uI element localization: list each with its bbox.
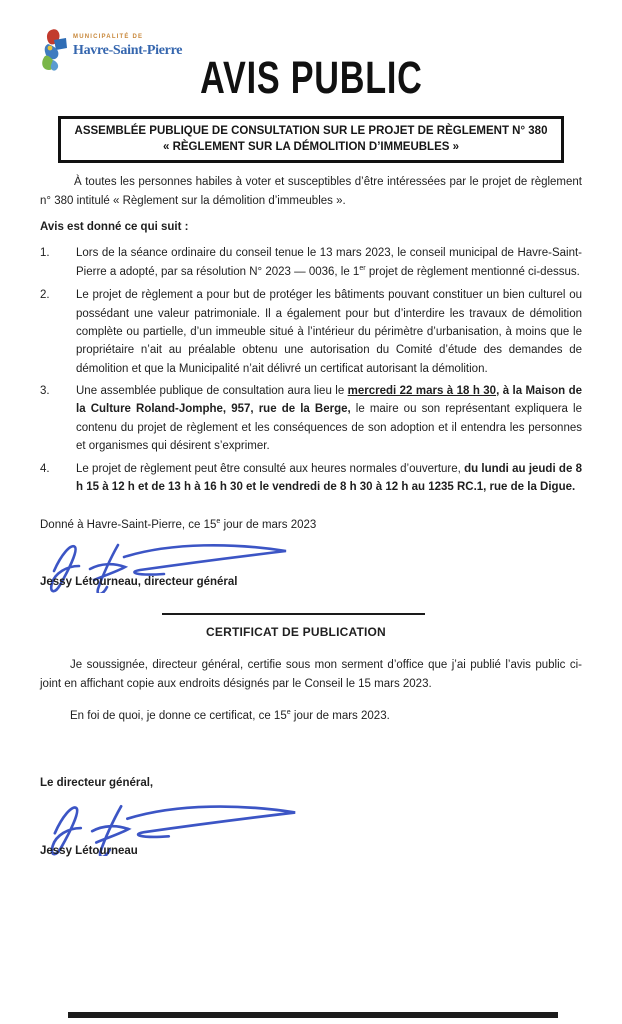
notice-heading-line1: ASSEMBLÉE PUBLIQUE DE CONSULTATION SUR LE PROJET DE RÈGLEMENT N° 380 — [74, 125, 548, 137]
item-number: 1. — [40, 247, 50, 260]
signatory-name: Jessy Létourneau — [40, 844, 138, 857]
signatory-name-title: Jessy Létourneau, directeur général — [40, 575, 238, 588]
certificate-title: CERTIFICAT DE PUBLICATION — [206, 625, 386, 640]
logo-org-type: MUNICIPALITÉ DE — [73, 34, 144, 40]
section-divider — [162, 613, 425, 615]
certificate-paragraph-1: Je soussignée, directeur général, certifie sous mon serment d’office que j’ai publié l’avis public ci-joint en affichant copie aux endroits désignés par le Conseil le 15 mars 2023. — [40, 659, 582, 690]
item-number: 2. — [40, 289, 50, 302]
dateline: Donné à Havre-Saint-Pierre, ce 15e jour de mars 2023 — [40, 517, 317, 532]
list-item — [40, 460, 582, 497]
logo-org-name: Havre-Saint-Pierre — [73, 43, 183, 58]
page-title: AVIS PUBLIC — [199, 52, 423, 103]
item-text: Le projet de règlement peut être consulté aux heures normales d’ouverture, du lundi au jeudi de 8 h 15 à 12 h et de 13 h à 16 h 30 et le vendredi de 8 h 30 à 12 h au 1235 RC.1, rue de la Digue. — [76, 462, 582, 494]
notice-heading-box — [58, 116, 564, 163]
certificate-paragraph-2: En foi de quoi, je donne ce certificat, ce 15e jour de mars 2023. — [70, 708, 390, 723]
page-bottom-edge-bar — [68, 1012, 558, 1018]
item-number: 3. — [40, 385, 50, 398]
item-text: Le projet de règlement a pour but de protéger les bâtiments pouvant constituer un bien culturel ou possédant une valeur patrimoniale. Il a également pour but d’interdire les travaux de démolition complète ou partielle, d’un immeuble situé à l’intérieur du périmètre d’urbanisation, à moins que le propriétaire n’ait au préalable obtenu une autorisation du Comité d’étude des demandes de démolition et que la Municipalité n’ait délivré un certificat autorisant la démolition. — [76, 289, 582, 375]
document-body — [40, 116, 582, 860]
intro-paragraph: À toutes les personnes habiles à voter et susceptibles d’être intéressées par le projet de règlement n° 380 intitulé « Règlement sur la démolition d’immeubles ». — [40, 176, 582, 207]
list-item — [40, 286, 582, 378]
avis-label: Avis est donné ce qui suit : — [40, 220, 189, 233]
list-item — [40, 382, 582, 456]
item-text: Lors de la séance ordinaire du conseil tenue le 13 mars 2023, le conseil municipal de Havre-Saint-Pierre a adopté, par sa résolution N° 2023 — 0036, le 1er projet de règlement mentionné ci-dessus. — [76, 247, 582, 278]
list-item — [40, 244, 582, 281]
notice-heading-line2: « RÈGLEMENT SUR LA DÉMOLITION D’IMMEUBLES » — [162, 141, 460, 154]
item-number: 4. — [40, 462, 50, 475]
item-text: Une assemblée publique de consultation aura lieu le mercredi 22 mars à 18 h 30, à la Maison de la Culture Roland-Jomphe, 957, rue de la Berge, le maire ou son représentant expliquera le contenu du projet de règlement et les conséquences de son adoption et il entendra les personnes et organismes qui désirent s’exprimer. — [76, 385, 582, 453]
role-line: Le directeur général, — [40, 776, 154, 789]
